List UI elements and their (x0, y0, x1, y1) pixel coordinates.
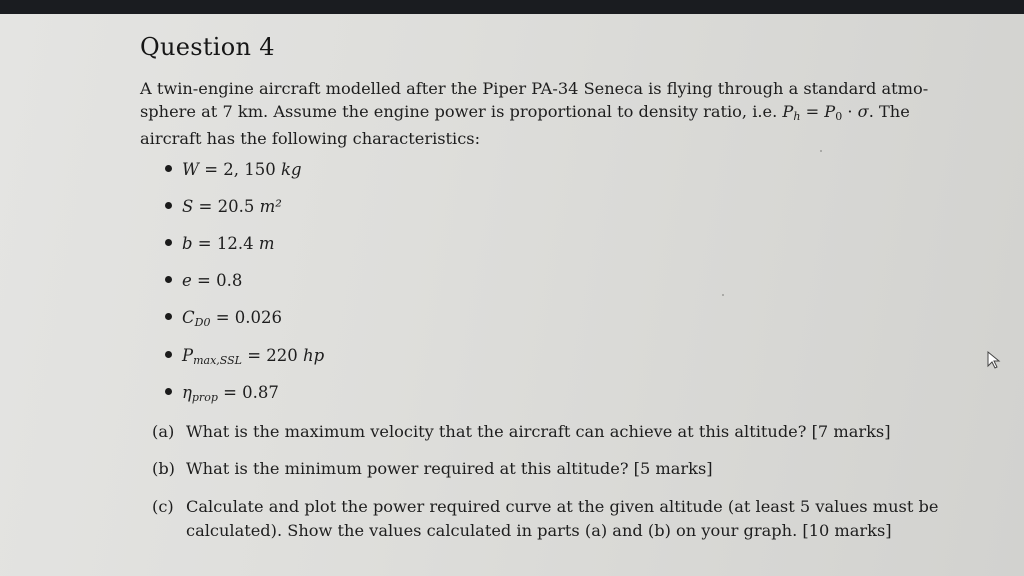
list-item: S = 20.5 m² (165, 197, 282, 216)
question-a-label: (a) (152, 422, 175, 441)
question-b (152, 459, 713, 478)
list-item: W = 2, 150 kg (165, 160, 302, 179)
monitor-bezel (0, 0, 1024, 14)
list-item: $\eta_{prop} = 0.87$ (165, 383, 279, 404)
question-c (152, 497, 938, 516)
question-c-continued: calculated). Show the values calculated in parts (a) and (b) on your graph. [10 marks] (186, 521, 892, 540)
question-c-label: (c) (152, 497, 174, 516)
page-title: Question 4 (140, 33, 275, 61)
list-item: b = 12.4 m (165, 234, 275, 253)
math-eq: = (800, 101, 825, 121)
question-c-text-1: Calculate and plot the power required curve at the given altitude (at least 5 values must be (186, 497, 939, 516)
list-item: $P_{max,SSL} = 220$ hp (165, 346, 324, 367)
list-item: $C_{D0} = 0.026$ (165, 308, 282, 329)
intro-line-1: A twin-engine aircraft modelled after the Piper PA-34 Seneca is flying through a standard atmo- (140, 79, 929, 98)
bullet-icon (165, 388, 172, 395)
dust-speck (722, 294, 724, 296)
math-p0: $P_0$ (824, 101, 843, 123)
dust-speck (820, 150, 822, 152)
intro-line-2 (140, 101, 950, 129)
math-sigma: σ (857, 101, 869, 121)
question-a-text: What is the maximum velocity that the aircraft can achieve at this altitude? [7 marks] (186, 422, 891, 441)
intro-paragraph (140, 78, 950, 151)
mouse-pointer-icon (986, 350, 1002, 374)
intro-line-2-text: sphere at 7 km. Assume the engine power is proportional to density ratio, i.e. (140, 101, 783, 121)
math-dot: · (842, 101, 858, 121)
list-item: e = 0.8 (165, 271, 242, 290)
bullet-icon (165, 165, 172, 172)
bullet-icon (165, 351, 172, 358)
intro-line-2-end: . The (868, 101, 910, 121)
bullet-icon (165, 202, 172, 209)
bullet-icon (165, 239, 172, 246)
bullet-icon (165, 276, 172, 283)
bullet-icon (165, 313, 172, 320)
document-page (0, 14, 1024, 576)
math-ph: $P_h$ (782, 101, 801, 123)
question-a (152, 422, 891, 441)
question-b-label: (b) (152, 459, 175, 478)
question-b-text: What is the minimum power required at this altitude? [5 marks] (186, 459, 713, 478)
intro-line-3: aircraft has the following characteristics: (140, 129, 481, 148)
